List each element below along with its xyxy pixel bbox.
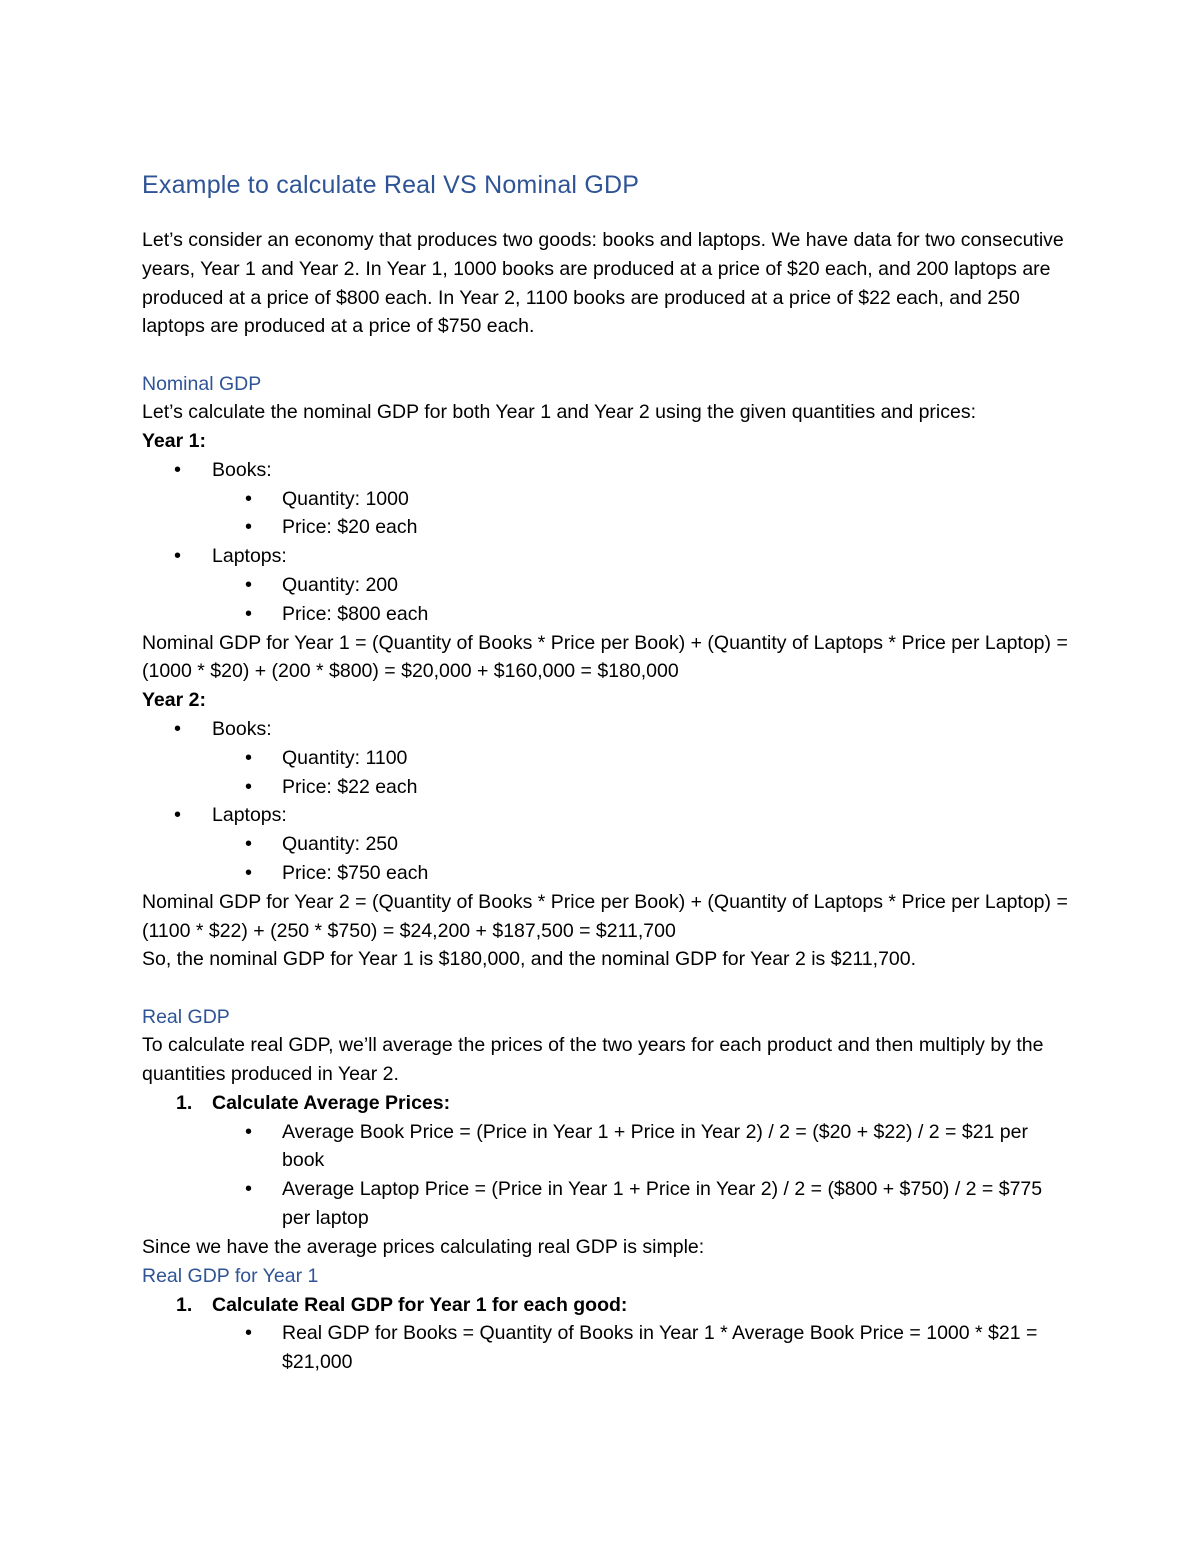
step-number: 1. — [176, 1293, 193, 1316]
year2-nominal-formula: Nominal GDP for Year 2 = (Quantity of Books * Price per Book) + (Quantity of Laptops * Price per Laptop) = (1100 * $22) + (250 * $750) = $24,200 + $187,500 = $211,700 — [142, 890, 1068, 942]
document-page — [142, 168, 1072, 1377]
year1-laptops-quantity: • Quantity: 200 — [142, 571, 1072, 600]
average-book-price: • Average Book Price = (Price in Year 1 + Price in Year 2) / 2 = ($20 + $22) / 2 = $21 per book — [142, 1118, 1072, 1176]
year2-label: Year 2: — [142, 689, 206, 712]
real-gdp-heading: Real GDP — [142, 1006, 230, 1029]
year2-books-price: • Price: $22 each — [142, 773, 1072, 802]
real-gdp-books: • Real GDP for Books = Quantity of Books in Year 1 * Average Book Price = 1000 * $21 = $21,000 — [142, 1319, 1072, 1377]
year1-books-item: • Books: — [142, 456, 1072, 485]
real-gdp-steps — [142, 1089, 1072, 1118]
real-gdp-year1-heading: Real GDP for Year 1 — [142, 1264, 319, 1287]
spacer — [142, 974, 1072, 1003]
nominal-gdp-heading: Nominal GDP — [142, 373, 262, 396]
year2-books-item: • Books: — [142, 715, 1072, 744]
step-number: 1. — [176, 1091, 193, 1114]
year1-nominal-formula: Nominal GDP for Year 1 = (Quantity of Books * Price per Book) + (Quantity of Laptops * Price per Laptop) = (1000 * $20) + (200 * $800) = $20,000 + $160,000 = $180,000 — [142, 631, 1068, 683]
average-laptop-price: • Average Laptop Price = (Price in Year 1 + Price in Year 2) / 2 = ($800 + $750) / 2 = $775 per laptop — [142, 1175, 1072, 1233]
intro-paragraph: Let’s consider an economy that produces two goods: books and laptops. We have data for two consecutive years, Year 1 and Year 2. In Year 1, 1000 books are produced at a price of $20 each, and 200 laptops are produced at a price of $800 each. In Year 2, 1100 books are produced at a price of $22 each, and 250 laptops are produced at a price of $750 each. — [142, 229, 1064, 338]
real-gdp-year1-steps — [142, 1291, 1072, 1320]
step-real-gdp-year1 — [142, 1291, 1072, 1320]
year2-laptops-quantity: • Quantity: 250 — [142, 830, 1072, 859]
year2-goods-list — [142, 715, 1072, 888]
year1-label: Year 1: — [142, 429, 206, 452]
year2-books-quantity: • Quantity: 1100 — [142, 744, 1072, 773]
nominal-gdp-summary: So, the nominal GDP for Year 1 is $180,000, and the nominal GDP for Year 2 is $211,700. — [142, 948, 917, 971]
real-gdp-lead: To calculate real GDP, we’ll average the prices of the two years for each product and then multiply by the quantities produced in Year 2. — [142, 1034, 1044, 1085]
spacer — [142, 341, 1072, 370]
year2-laptops-price: • Price: $750 each — [142, 859, 1072, 888]
year1-books-quantity: • Quantity: 1000 — [142, 485, 1072, 514]
step-average-prices — [142, 1089, 1072, 1118]
step-label: Calculate Average Prices: — [212, 1091, 451, 1114]
real-gdp-year1-list — [142, 1319, 1072, 1377]
nominal-gdp-lead: Let’s calculate the nominal GDP for both Year 1 and Year 2 using the given quantities and prices: — [142, 401, 977, 424]
year1-books-price: • Price: $20 each — [142, 513, 1072, 542]
real-gdp-transition: Since we have the average prices calculating real GDP is simple: — [142, 1235, 705, 1258]
average-prices-list — [142, 1118, 1072, 1233]
step-label: Calculate Real GDP for Year 1 for each good: — [212, 1293, 628, 1316]
year1-laptops-price: • Price: $800 each — [142, 600, 1072, 629]
year1-laptops-item: • Laptops: — [142, 542, 1072, 571]
document-title: Example to calculate Real VS Nominal GDP — [142, 171, 640, 199]
year1-goods-list — [142, 456, 1072, 629]
year2-laptops-item: • Laptops: — [142, 801, 1072, 830]
